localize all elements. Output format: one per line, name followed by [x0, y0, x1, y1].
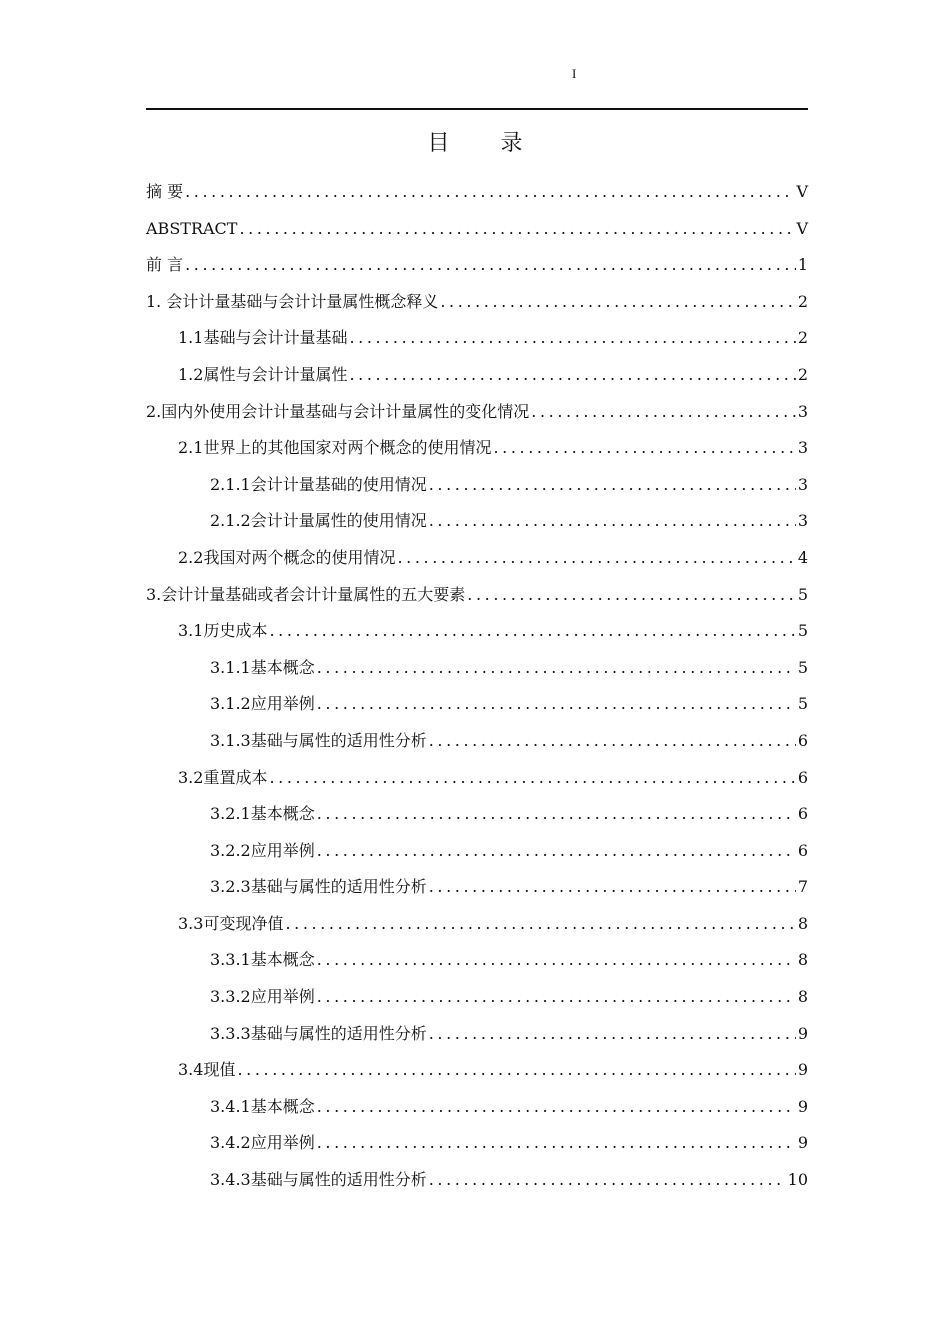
toc-entry[interactable] [146, 1052, 808, 1089]
toc-entry[interactable] [146, 174, 808, 211]
toc-entry[interactable] [146, 503, 808, 540]
toc-entry-label: 3.4.1基本概念 [210, 1096, 315, 1116]
toc-entry[interactable] [146, 942, 808, 979]
toc-entry-label: 2.1世界上的其他国家对两个概念的使用情况 [178, 438, 492, 458]
toc-entry-label: 3.4.2应用举例 [210, 1133, 315, 1153]
toc-entry-label: 3.4现值 [178, 1060, 236, 1080]
toc-entry[interactable] [146, 833, 808, 870]
toc-entry[interactable] [146, 796, 808, 833]
toc-entry-page: 3 [797, 474, 808, 494]
dot-leader [429, 503, 796, 540]
toc-entry-label: 2.1.2会计计量属性的使用情况 [210, 511, 427, 531]
toc-entry-label: 1. 会计计量基础与会计计量属性概念释义 [146, 291, 439, 311]
toc-entry[interactable] [146, 1125, 808, 1162]
toc-entry-label: 2.2我国对两个概念的使用情况 [178, 547, 396, 567]
toc-entry[interactable] [146, 613, 808, 650]
toc-entry-label: 3.3.1基本概念 [210, 950, 315, 970]
toc-entry-page: 9 [797, 1133, 808, 1153]
toc-entry-label: 1.1基础与会计计量基础 [178, 328, 348, 348]
toc-entry-page: 6 [797, 840, 808, 860]
dot-leader [429, 723, 796, 760]
toc-entry-page: 9 [797, 1023, 808, 1043]
toc-entry-page: 3 [797, 511, 808, 531]
toc-entry[interactable] [146, 430, 808, 467]
dot-leader [185, 174, 794, 211]
toc-entry[interactable] [146, 394, 808, 431]
dot-leader [349, 357, 795, 394]
toc-entry-page: 3 [797, 438, 808, 458]
toc-entry-label: 3.1.1基本概念 [210, 657, 315, 677]
dot-leader [531, 394, 796, 431]
dot-leader [317, 979, 796, 1016]
toc-entry-label: 3.3.2应用举例 [210, 987, 315, 1007]
toc-entry-label: 摘 要 [146, 182, 184, 201]
toc-entry-label: 1.2属性与会计计量属性 [178, 364, 348, 384]
toc-entry-page: 10 [787, 1170, 808, 1190]
dot-leader [317, 833, 796, 870]
dot-leader [349, 320, 795, 357]
dot-leader [239, 211, 794, 248]
toc-entry[interactable] [146, 467, 808, 504]
toc-entry-page: 1 [797, 255, 808, 275]
dot-leader [237, 1052, 795, 1089]
toc-entry[interactable] [146, 650, 808, 687]
toc-entry-label: 2.国内外使用会计计量基础与会计计量属性的变化情况 [146, 401, 530, 421]
toc-entry-label: ABSTRACT [146, 218, 238, 238]
toc-entry-page: 7 [797, 877, 808, 897]
toc-entry-label: 3.会计计量基础或者会计计量属性的五大要素 [146, 584, 466, 604]
toc-entry-page: 5 [797, 657, 808, 677]
dot-leader [467, 577, 796, 614]
toc-entry[interactable] [146, 357, 808, 394]
toc-title: 目 录 [427, 131, 545, 156]
toc-entry-page: 8 [797, 950, 808, 970]
toc-entry-page: 8 [797, 913, 808, 933]
toc-entry[interactable] [146, 906, 808, 943]
toc-entry-page: 2 [797, 328, 808, 348]
page-number: I [572, 66, 577, 81]
toc-entry-label: 3.3可变现净值 [178, 913, 284, 933]
table-of-contents [146, 174, 808, 1199]
toc-entry-page: 6 [797, 767, 808, 787]
dot-leader [285, 906, 795, 943]
dot-leader [317, 796, 796, 833]
toc-entry[interactable] [146, 577, 808, 614]
dot-leader [429, 1162, 786, 1199]
toc-entry-label: 3.1历史成本 [178, 621, 268, 641]
toc-entry-page: 3 [797, 401, 808, 421]
toc-entry-label: 3.2.3基础与属性的适用性分析 [210, 877, 427, 897]
toc-entry[interactable] [146, 211, 808, 248]
toc-entry-label: 3.1.2应用举例 [210, 694, 315, 714]
toc-entry[interactable] [146, 760, 808, 797]
toc-entry-label: 前 言 [146, 255, 184, 275]
dot-leader [269, 760, 795, 797]
toc-entry-label: 3.3.3基础与属性的适用性分析 [210, 1023, 427, 1043]
toc-entry-label: 3.1.3基础与属性的适用性分析 [210, 730, 427, 750]
toc-entry-page: 6 [797, 804, 808, 824]
toc-entry[interactable] [146, 540, 808, 577]
dot-leader [397, 540, 795, 577]
toc-entry[interactable] [146, 1089, 808, 1126]
dot-leader [317, 942, 796, 979]
toc-entry[interactable] [146, 686, 808, 723]
dot-leader [185, 247, 796, 284]
toc-entry[interactable] [146, 284, 808, 321]
dot-leader [317, 686, 796, 723]
toc-entry[interactable] [146, 723, 808, 760]
dot-leader [317, 1125, 796, 1162]
dot-leader [429, 467, 796, 504]
dot-leader [429, 869, 796, 906]
toc-entry-page: 5 [797, 621, 808, 641]
toc-entry-label: 3.2.2应用举例 [210, 840, 315, 860]
toc-entry[interactable] [146, 1016, 808, 1053]
toc-entry-page: 5 [797, 694, 808, 714]
toc-entry-label: 3.2重置成本 [178, 767, 268, 787]
header-rule [146, 108, 808, 110]
dot-leader [317, 1089, 796, 1126]
toc-entry-label: 2.1.1会计计量基础的使用情况 [210, 474, 427, 494]
toc-entry-page: 5 [797, 584, 808, 604]
toc-entry-page: 9 [797, 1060, 808, 1080]
dot-leader [493, 430, 795, 467]
toc-entry[interactable] [146, 979, 808, 1016]
toc-entry[interactable] [146, 869, 808, 906]
toc-entry-label: 3.4.3基础与属性的适用性分析 [210, 1170, 427, 1190]
toc-entry-page: 8 [797, 987, 808, 1007]
dot-leader [440, 284, 795, 321]
toc-entry[interactable] [146, 247, 808, 284]
toc-entry-label: 3.2.1基本概念 [210, 804, 315, 824]
toc-entry-page: 6 [797, 730, 808, 750]
toc-entry-page: V [796, 218, 808, 238]
toc-entry-page: 2 [797, 291, 808, 311]
toc-entry-page: 2 [797, 364, 808, 384]
toc-entry[interactable] [146, 1162, 808, 1199]
dot-leader [317, 650, 796, 687]
toc-entry-page: 4 [797, 547, 808, 567]
dot-leader [429, 1016, 796, 1053]
toc-entry-page: V [796, 182, 808, 201]
toc-entry[interactable] [146, 320, 808, 357]
dot-leader [269, 613, 795, 650]
toc-entry-page: 9 [797, 1096, 808, 1116]
